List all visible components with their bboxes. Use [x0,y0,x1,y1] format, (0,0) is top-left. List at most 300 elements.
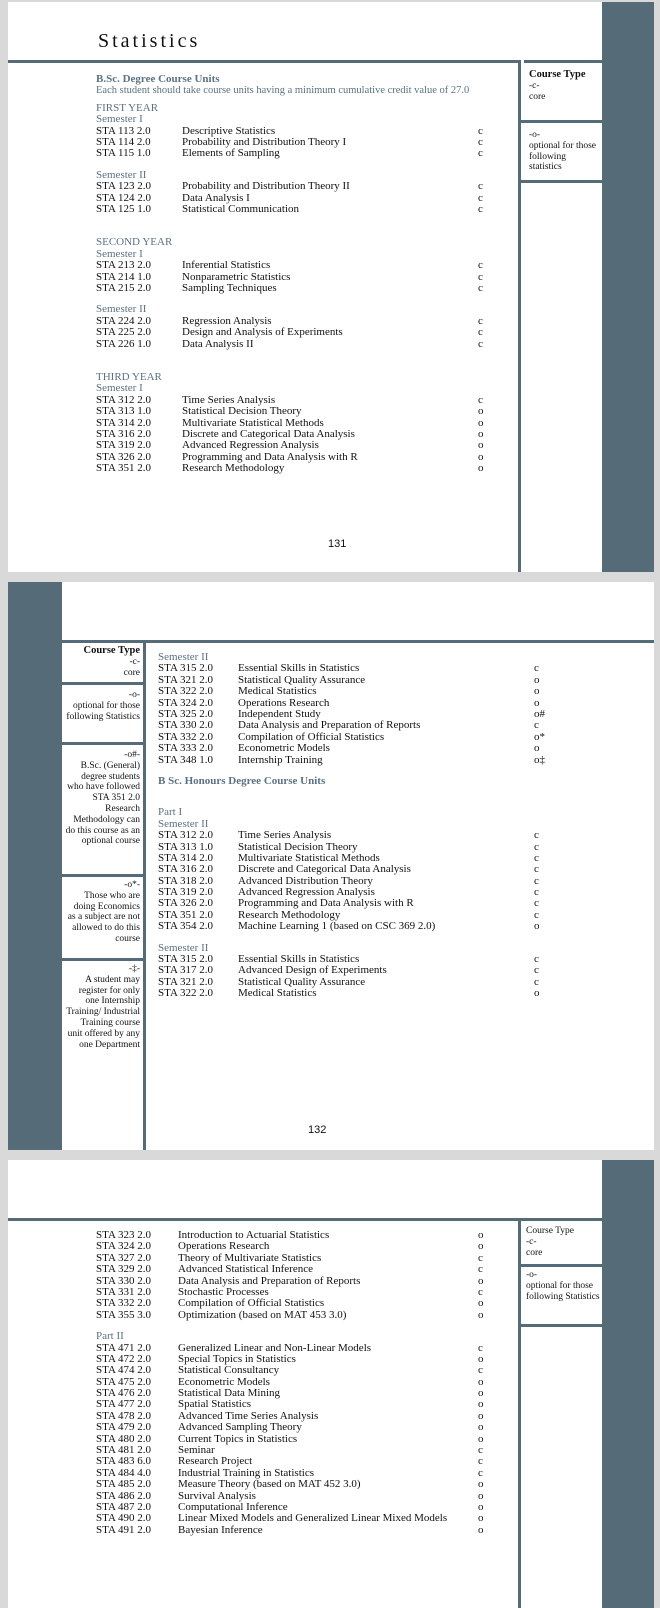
course-code: STA 312 2.0 [96,393,152,406]
course-code: STA 323 2.0 [96,1229,152,1241]
course-title: Advanced Design of Experiments [238,964,387,977]
course-row [96,1365,516,1376]
course-title: Medical Statistics [238,987,317,1000]
course-title: Essential Skills in Statistics [238,662,360,675]
course-code: STA 321 2.0 [158,673,214,686]
course-title: Machine Learning 1 (based on CSC 369 2.0) [238,920,436,933]
year-label: FIRST YEAR [96,101,159,114]
course-title: Special Topics in Statistics [178,1352,296,1365]
course-type-marker: o [478,1489,484,1502]
course-type-marker: c [478,1466,483,1479]
course-type-marker: c [478,1251,483,1264]
course-code: STA 322 2.0 [158,685,214,698]
course-title: Regression Analysis [182,314,272,327]
course-row [158,830,638,841]
course-row [96,395,516,406]
course-row [96,1276,516,1287]
course-code: STA 213 2.0 [96,259,152,272]
course-title: Internship Training [238,753,323,766]
course-code: STA 113 2.0 [96,124,151,137]
course-type-marker: o [478,439,484,452]
course-row [96,339,516,350]
semester-label: Semester II [158,817,209,830]
year-label: THIRD YEAR [96,370,162,383]
course-code: STA 484 4.0 [96,1466,152,1479]
course-title: Current Topics in Statistics [178,1432,298,1445]
course-type-marker: o# [534,707,545,720]
course-code: STA 332 2.0 [96,1297,152,1310]
page3-course-list [96,1230,516,1536]
course-row [96,1264,516,1275]
course-code: STA 487 2.0 [96,1501,152,1513]
course-type-marker: c [478,124,483,137]
course-row [96,148,516,159]
part-label: Part I [158,806,183,819]
course-code: STA 214 1.0 [96,270,152,283]
course-type-marker: o [478,1478,484,1491]
semester-label: Semester II [158,651,209,663]
course-row [96,204,516,215]
course-title: Theory of Multivariate Statistics [178,1251,322,1264]
course-title: Advanced Regression Analysis [238,886,375,899]
course-title: Statistical Communication [182,202,300,215]
course-code: STA 330 2.0 [158,719,214,732]
course-row [96,272,516,283]
course-type-marker: o [534,742,540,755]
course-title: Introduction to Actuarial Statistics [178,1229,330,1241]
course-type-marker: o‡ [534,753,545,766]
course-code: STA 490 2.0 [96,1512,152,1525]
course-title: Probability and Distribution Theory I [182,136,347,149]
sidebar-rule-4 [62,958,143,961]
course-type-marker: o [478,1375,484,1388]
part-label: Part II [96,1330,124,1343]
course-row [96,1525,516,1536]
course-title: Research Project [178,1455,253,1468]
hash-mark: -o#- [124,750,140,760]
course-code: STA 474 2.0 [96,1364,152,1377]
course-code: STA 325 2.0 [158,707,214,720]
course-row [158,864,638,875]
course-type-heading: Course Type [529,69,586,80]
course-row [96,193,516,204]
right-margin-bar [602,1160,654,1608]
course-type-marker: c [534,851,539,864]
course-title: Data Analysis and Preparation of Reports [178,1274,361,1287]
semester-rows [96,260,516,294]
course-row [96,1411,516,1422]
course-code: STA 354 2.0 [158,920,214,933]
course-type-marker: o [478,1512,484,1525]
course-type-marker: c [534,908,539,921]
header-rule [8,1218,602,1221]
course-row [158,675,638,686]
course-type-marker: o [478,1432,484,1445]
core-label: core [123,667,140,678]
course-title: Stochastic Processes [178,1285,269,1298]
course-code: STA 327 2.0 [96,1251,152,1264]
course-code: STA 319 2.0 [96,439,152,452]
optional-mark: -o- [529,130,541,140]
semester-rows [158,830,638,933]
course-type-marker: o [478,1308,484,1321]
course-row [158,663,638,674]
course-code: STA 324 2.0 [158,696,214,709]
course-type-marker: o [478,1240,484,1253]
course-type-marker: c [478,314,483,327]
course-row [158,921,638,932]
course-code: STA 224 2.0 [96,314,152,327]
course-title: Computational Inference [178,1501,288,1513]
course-type-marker: o [534,673,540,686]
course-code: STA 313 1.0 [158,840,214,853]
course-row [158,842,638,853]
star-note-legend [64,880,140,945]
course-code: STA 318 2.0 [158,874,214,887]
course-title: Design and Analysis of Experiments [182,326,343,339]
course-title: Statistical Data Mining [178,1387,281,1400]
course-row [158,954,638,965]
course-row [96,1445,516,1456]
core-mark: -c- [526,1236,537,1247]
sidebar-divider [518,1218,521,1608]
course-type-marker: c [478,393,483,406]
semester-rows [158,663,638,766]
course-type-marker: o [534,685,540,698]
course-code: STA 351 2.0 [96,462,152,475]
course-type-heading: Course Type [83,645,140,656]
course-row [158,686,638,697]
course-code: STA 481 2.0 [96,1444,152,1457]
course-row [96,1491,516,1502]
course-title: Data Analysis and Preparation of Reports [238,719,421,732]
course-rows [96,1230,516,1321]
course-row [96,181,516,192]
course-title: Programming and Data Analysis with R [182,450,358,463]
course-row [96,260,516,271]
course-code: STA 319 2.0 [158,886,214,899]
course-code: STA 476 2.0 [96,1387,152,1400]
dagger-note-legend [64,964,140,1050]
hash-note: B.Sc. (General) degree students who have followed STA 351 2.0 Research Methodology can do this course as an optional course [65,760,140,847]
course-type-marker: c [534,886,539,899]
course-title: Data Analysis II [182,337,254,350]
dagger-note: A student may register for only one Internship Training/ Industrial Training course unit offered by any one Department [66,974,140,1050]
course-type-marker: c [478,1444,483,1457]
course-row [96,1422,516,1433]
course-type-marker: c [534,829,539,842]
course-code: STA 324 2.0 [96,1240,152,1253]
course-code: STA 315 2.0 [158,662,214,675]
course-code: STA 321 2.0 [158,975,214,988]
course-code: STA 472 2.0 [96,1352,152,1365]
semester-label: Semester II [96,168,147,181]
semester-label: Semester I [96,247,143,260]
bsc-subheading: Each student should take course units having a minimum cumulative credit value of 27.0 [96,85,470,97]
course-code: STA 332 2.0 [158,730,214,743]
course-row [158,743,638,754]
course-title: Operations Research [238,696,330,709]
course-title: Multivariate Statistical Methods [182,416,324,429]
page-title: Statistics [98,30,201,52]
course-code: STA 483 6.0 [96,1455,152,1468]
optional-legend [64,690,140,722]
course-row [158,720,638,731]
course-type-marker: c [478,270,483,283]
course-title: Data Analysis I [182,191,250,204]
course-code: STA 123 2.0 [96,180,152,193]
course-type-legend [66,646,140,678]
page-132 [8,582,654,1150]
course-title: Discrete and Categorical Data Analysis [238,863,411,876]
semester-rows [96,181,516,215]
course-row [96,406,516,417]
course-type-marker: c [478,136,483,149]
course-type-marker: c [478,1364,483,1377]
course-type-marker: c [478,1341,483,1354]
course-code: STA 351 2.0 [158,908,214,921]
course-type-marker: o* [534,730,545,743]
course-row [96,1230,516,1241]
dagger-mark: -‡- [128,964,140,974]
course-type-marker: c [478,1285,483,1298]
course-row [158,988,638,999]
course-row [158,898,638,909]
header-rule [62,640,654,643]
year-label: SECOND YEAR [96,236,173,249]
course-type-marker: c [534,662,539,675]
course-row [96,327,516,338]
optional-label: optional for those following statistics [529,140,597,173]
course-type-marker: c [534,953,539,966]
core-label: core [529,91,546,102]
course-code: STA 479 2.0 [96,1421,152,1434]
course-code: STA 322 2.0 [158,987,214,1000]
left-margin-bar [8,582,62,1150]
course-title: Probability and Distribution Theory II [182,180,350,193]
star-mark: -o*- [124,880,140,890]
course-row [96,1513,516,1524]
course-row [96,1434,516,1445]
course-type-marker: o [478,462,484,475]
course-type-marker: o [534,987,540,1000]
course-title: Statistical Decision Theory [182,405,302,418]
course-row [158,698,638,709]
course-row [96,440,516,451]
course-code: STA 326 2.0 [96,450,152,463]
course-type-marker: o [478,1523,484,1536]
course-row [96,137,516,148]
course-type-marker: c [478,180,483,193]
course-type-marker: o [478,1398,484,1411]
course-title: Optimization (based on MAT 453 3.0) [178,1308,347,1321]
sidebar-rule-1 [521,120,602,123]
course-type-heading: Course Type [526,1226,574,1236]
course-code: STA 315 2.0 [158,953,214,966]
course-title: Independent Study [238,707,321,720]
course-row [96,1310,516,1321]
optional-label: optional for those following Statistics [66,700,140,722]
course-row [96,283,516,294]
sidebar-divider [143,640,146,1150]
course-type-marker: o [478,1501,484,1513]
course-type-marker: c [534,964,539,977]
course-type-marker: c [478,281,483,294]
star-note: Those who are doing Economics as a subject are not allowed to do this course [67,890,140,944]
sidebar-rule-3 [62,874,143,877]
course-title: Descriptive Statistics [182,124,276,137]
page-number: 131 [328,538,347,550]
course-title: Elements of Sampling [182,147,280,160]
course-title: Industrial Training in Statistics [178,1466,314,1479]
course-code: STA 326 2.0 [158,897,214,910]
bsc-course-list [96,74,516,474]
course-type-marker: c [534,840,539,853]
course-type-marker: o [534,696,540,709]
course-type-marker: c [478,1263,483,1276]
course-code: STA 114 2.0 [96,136,151,149]
course-code: STA 478 2.0 [96,1409,152,1422]
course-type-marker: o [478,405,484,418]
honours-heading: B Sc. Honours Degree Course Units [158,774,326,787]
course-code: STA 124 2.0 [96,191,152,204]
sidebar-rule-2 [521,1324,602,1327]
course-code: STA 215 2.0 [96,281,152,294]
course-type-marker: o [478,427,484,440]
course-title: Econometric Models [178,1375,270,1388]
bsc-heading: B.Sc. Degree Course Units [96,73,220,85]
course-row [158,977,638,988]
course-code: STA 471 2.0 [96,1341,152,1354]
course-type-marker: c [478,191,483,204]
course-code: STA 317 2.0 [158,964,214,977]
sidebar-rule-1 [62,682,143,685]
course-title: Statistical Consultancy [178,1364,280,1377]
semester-label: Semester I [96,382,143,395]
course-title: Seminar [178,1444,215,1457]
course-title: Essential Skills in Statistics [238,953,360,966]
course-title: Nonparametric Statistics [182,270,291,283]
course-title: Advanced Sampling Theory [178,1421,302,1434]
optional-mark: -o- [526,1270,538,1280]
page-number: 132 [308,1124,327,1136]
course-code: STA 125 1.0 [96,202,152,215]
hash-note-legend [64,750,140,847]
core-mark: -c- [529,80,540,91]
optional-legend [526,1270,600,1302]
course-code: STA 314 2.0 [96,416,152,429]
course-type-marker: o [478,1409,484,1422]
course-code: STA 330 2.0 [96,1274,152,1287]
course-title: Operations Research [178,1240,270,1253]
right-margin-bar [602,2,654,572]
optional-mark: -o- [128,690,140,700]
course-type-marker: c [534,975,539,988]
course-title: Multivariate Statistical Methods [238,851,380,864]
year-list [96,103,516,475]
course-row [158,876,638,887]
course-type-marker: o [478,1229,484,1241]
optional-legend [529,130,601,173]
course-type-marker: o [534,920,540,933]
course-row [96,1354,516,1365]
course-type-marker: o [478,1421,484,1434]
course-title: Sampling Techniques [182,281,277,294]
course-type-marker: c [534,863,539,876]
course-title: Econometric Models [238,742,330,755]
course-row [96,1377,516,1388]
course-code: STA 485 2.0 [96,1478,152,1491]
course-row [96,1479,516,1490]
page-131 [8,2,654,572]
course-title: Advanced Regression Analysis [182,439,319,452]
course-type-marker: c [534,897,539,910]
course-code: STA 316 2.0 [96,427,152,440]
core-mark: -c- [129,656,140,667]
course-row [96,1388,516,1399]
course-row [158,965,638,976]
course-code: STA 331 2.0 [96,1285,152,1298]
course-rows [96,1343,516,1537]
course-type-marker: c [478,326,483,339]
sidebar-rule-2 [62,742,143,745]
semester-label: Semester I [96,113,143,126]
course-type-legend [526,1226,598,1258]
semester-label: Semester II [96,303,147,316]
course-title: Compilation of Official Statistics [178,1297,325,1310]
course-title: Compilation of Official Statistics [238,730,385,743]
course-code: STA 333 2.0 [158,742,214,755]
core-label: core [526,1247,543,1258]
optional-label: optional for those following Statistics [526,1280,600,1302]
course-type-marker: c [478,259,483,272]
course-title: Time Series Analysis [238,829,332,842]
semester-rows [96,395,516,475]
course-row [96,1343,516,1354]
sidebar-rule-2 [521,180,602,183]
course-code: STA 475 2.0 [96,1375,152,1388]
course-code: STA 329 2.0 [96,1263,152,1276]
semester-rows [96,126,516,160]
course-title: Measure Theory (based on MAT 452 3.0) [178,1478,361,1491]
course-type-marker: o [478,450,484,463]
course-type-marker: c [534,719,539,732]
semester-label: Semester II [158,941,209,954]
course-title: Discrete and Categorical Data Analysis [182,427,355,440]
course-code: STA 316 2.0 [158,863,214,876]
course-title: Generalized Linear and Non-Linear Models [178,1341,372,1354]
course-type-marker: o [478,416,484,429]
sidebar-rule-1 [521,1264,602,1267]
sidebar-divider-2 [521,60,524,572]
course-code: STA 313 1.0 [96,405,152,418]
course-title: Survival Analysis [178,1489,256,1502]
course-code: STA 314 2.0 [158,851,214,864]
course-title: Research Methodology [238,908,341,921]
course-title: Statistical Quality Assurance [238,673,366,686]
course-title: Inferential Statistics [182,259,271,272]
course-row [96,452,516,463]
course-type-legend [529,70,599,102]
course-title: Statistical Quality Assurance [238,975,366,988]
course-row [158,755,638,766]
course-code: STA 491 2.0 [96,1523,152,1536]
course-code: STA 226 1.0 [96,337,152,350]
course-code: STA 312 2.0 [158,829,214,842]
course-type-marker: c [478,147,483,160]
course-row [158,732,638,743]
course-type-marker: o [478,1274,484,1287]
